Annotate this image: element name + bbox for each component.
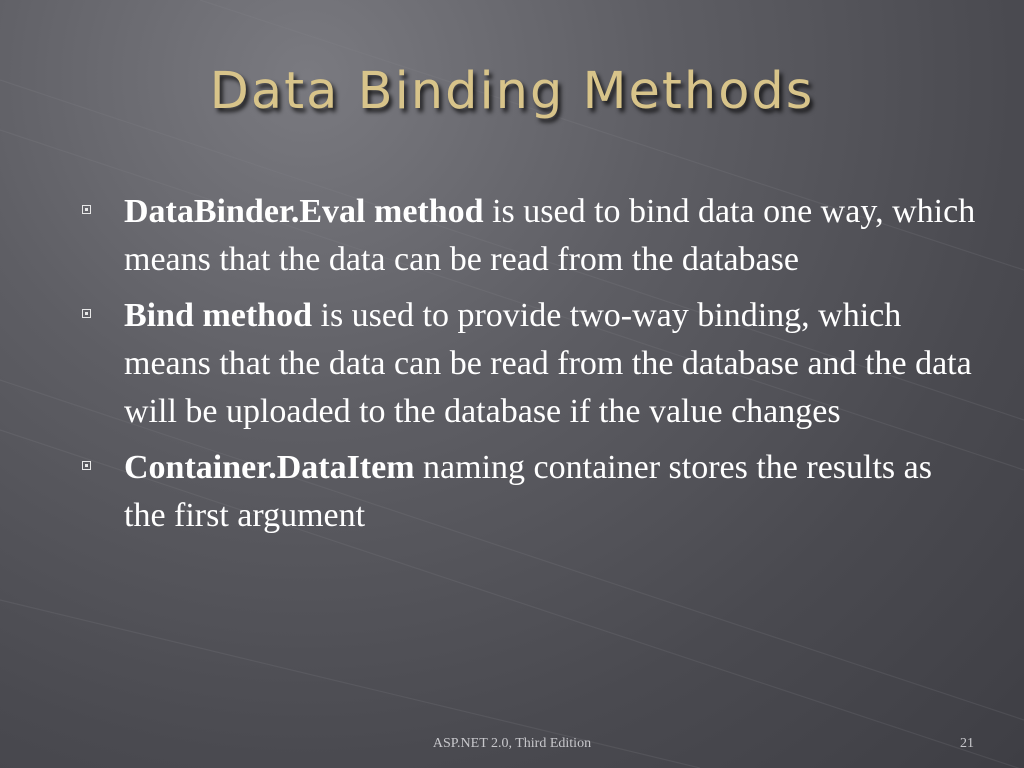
page-number: 21 — [960, 736, 974, 751]
square-bullet-icon — [82, 461, 91, 470]
bullet-item — [80, 188, 980, 284]
slide-footer: ASP.NET 2.0, Third Edition — [432, 736, 592, 751]
bullet-text: naming container stores the results as the first argument — [124, 449, 932, 534]
bullet-term: Container.DataItem — [124, 449, 415, 486]
bullet-list — [80, 188, 980, 548]
square-bullet-icon — [82, 205, 91, 214]
bullet-term: Bind method — [124, 297, 312, 334]
bullet-item — [80, 292, 980, 436]
slide-title: Data Binding Methods — [209, 62, 815, 121]
bullet-text: is used to provide two-way binding, which means that the data can be read from the database and the data will be uploaded to the database if the value changes — [124, 297, 972, 430]
bullet-item — [80, 444, 980, 540]
square-bullet-icon — [82, 309, 91, 318]
bullet-term: DataBinder.Eval method — [124, 193, 484, 230]
bullet-text: is used to bind data one way, which means that the data can be read from the database — [124, 193, 976, 278]
